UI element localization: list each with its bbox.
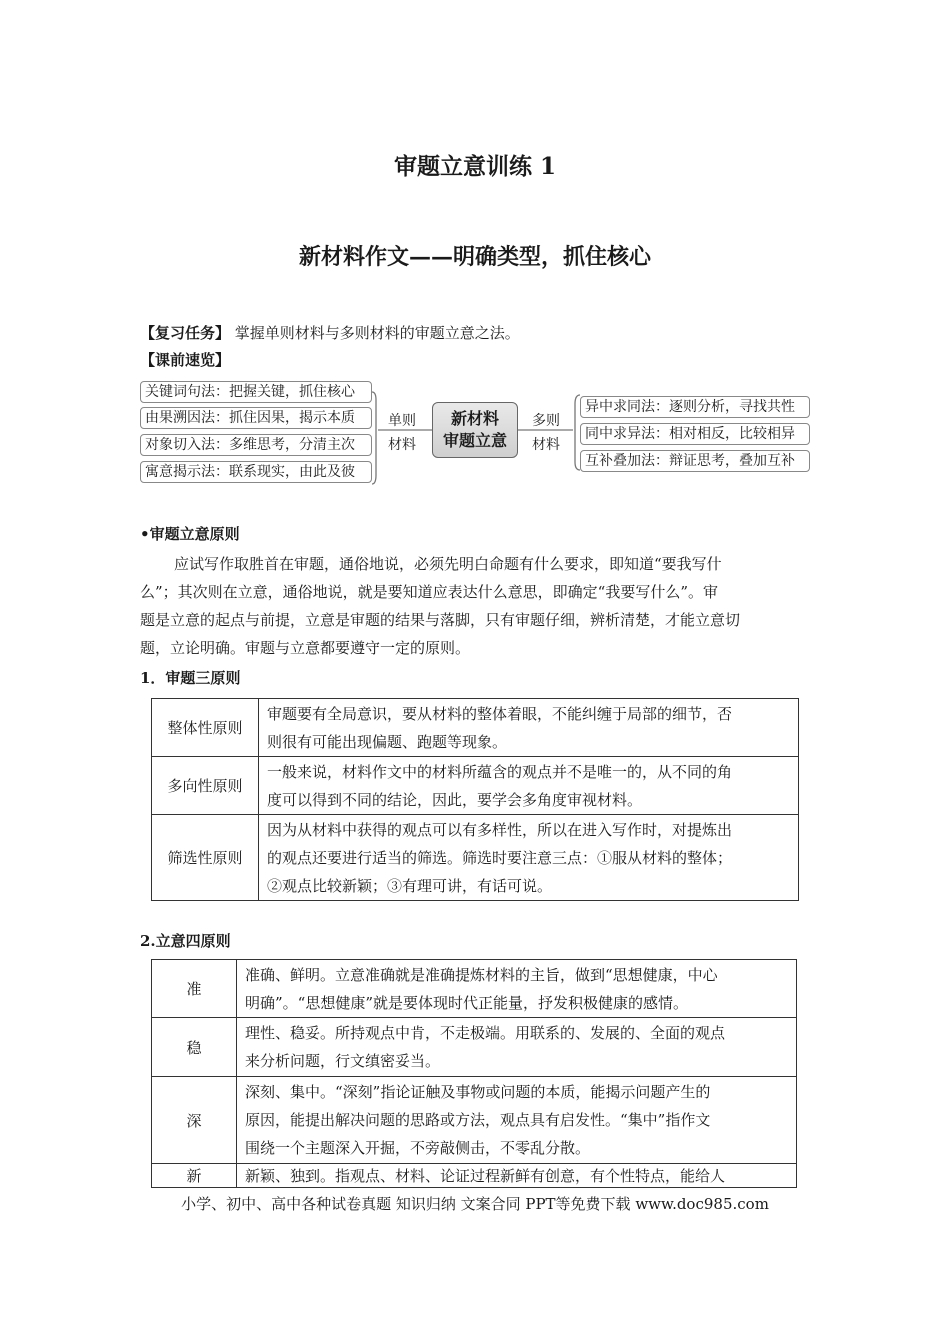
paragraph-line-1: 应试写作取胜首在审题，通俗地说，必须先明白命题有什么要求，即知道“要我写什 [174,555,722,573]
table-value-line: 的观点还要进行适当的筛选。筛选时要注意三点：①服从材料的整体； [267,849,733,867]
table-row [152,699,799,757]
table-key: 筛选性原则 [152,815,259,901]
table-value [237,1018,797,1077]
left-item-4: 寓意揭示法：联系现实，由此及彼 [140,461,372,483]
table-value-line: 因为从材料中获得的观点可以有多样性，所以在进入写作时，对提炼出 [267,821,733,839]
left-item-1: 关键词句法：把握关键，抓住核心 [140,381,372,403]
right-item-2: 同中求异法：相对相反，比较相异 [580,423,810,445]
mind-map-center [432,402,518,458]
table-value-line: 深刻、集中。“深刻”指论证触及事物或问题的本质，能揭示问题产生的 [245,1083,711,1101]
table-value [259,757,799,815]
table-value [259,699,799,757]
table-value-line: 来分析问题，行文缜密妥当。 [245,1052,441,1070]
table-value-line: 围绕一个主题深入开掘，不旁敲侧击，不零乱分散。 [245,1139,591,1157]
table-key: 整体性原则 [152,699,259,757]
left-item-3: 对象切入法：多维思考，分清主次 [140,434,372,456]
table-row [152,815,799,901]
table-row [152,1077,797,1164]
preview-label: 【课前速览】 [140,351,231,369]
table-value [237,1164,797,1188]
table-value-line: 新颖、独到。指观点、材料、论证过程新鲜有创意，有个性特点，能给人 [245,1167,726,1185]
left-label-1: 单则 [388,413,416,429]
right-item-3: 互补叠加法：辩证思考，叠加互补 [580,450,810,472]
table-key: 新 [152,1164,237,1188]
section-2-heading: 2.立意四原则 [140,932,231,950]
table-value [237,1077,797,1164]
table-value-line: 准确、鲜明。立意准确就是准确提炼材料的主旨，做到“思想健康，中心 [245,966,718,984]
review-task-text: 掌握单则材料与多则材料的审题立意之法。 [234,324,520,342]
table-value-line: 理性、稳妥。所持观点中肯，不走极端。用联系的、发展的、全面的观点 [245,1024,726,1042]
table-value-line: 度可以得到不同的结论，因此，要学会多角度审视材料。 [267,791,643,809]
paragraph-line-3: 题是立意的起点与前提，立意是审题的结果与落脚，只有审题仔细，辨析清楚，才能立意切 [140,611,741,629]
table-key: 稳 [152,1018,237,1077]
mind-map [0,0,950,500]
page-subtitle: 新材料作文——明确类型，抓住核心 [298,244,651,270]
table-row [152,1164,797,1188]
principles-heading: •审题立意原则 [140,525,240,543]
table-value-line: ②观点比较新颖；③有理可讲，有话可说。 [267,877,553,895]
table-value-line: 审题要有全局意识，要从材料的整体着眼，不能纠缠于局部的细节，否 [267,705,733,723]
review-task-label: 【复习任务】 [140,324,231,342]
center-line-2: 审题立意 [442,431,507,450]
left-label-2: 材料 [388,437,416,453]
review-principles-table [151,698,799,901]
table-row [152,1018,797,1077]
table-row [152,960,797,1018]
right-label-1: 多则 [532,413,560,429]
paragraph-line-2: 么”；其次则在立意，通俗地说，就是要知道应表达什么意思，即确定“我要写什么”。审 [140,583,719,601]
table-value-line: 原因，能提出解决问题的思路或方法，观点具有启发性。“集中”指作文 [245,1111,711,1129]
center-line-1: 新材料 [450,409,499,428]
right-item-1: 异中求同法：逐则分析，寻找共性 [580,396,810,418]
paragraph-line-4: 题，立论明确。审题与立意都要遵守一定的原则。 [140,639,471,657]
table-key: 深 [152,1077,237,1164]
table-value-line: 则很有可能出现偏题、跑题等现象。 [267,733,508,751]
table-row [152,757,799,815]
intent-principles-table [151,959,797,1188]
page-footer: 小学、初中、高中各种试卷真题 知识归纳 文案合同 PPT等免费下载 www.doc985.com [181,1195,769,1213]
right-label-2: 材料 [532,437,560,453]
table-key: 多向性原则 [152,757,259,815]
table-value-line: 明确”。“思想健康”就是要体现时代正能量，抒发积极健康的感情。 [245,994,689,1012]
table-value [259,815,799,901]
table-value-line: 一般来说，材料作文中的材料所蕴含的观点并不是唯一的，从不同的角 [267,763,733,781]
page-title: 审题立意训练 1 [393,153,556,180]
section-1-heading: 1．审题三原则 [140,669,241,687]
left-item-2: 由果溯因法：抓住因果，揭示本质 [140,407,372,429]
table-key: 准 [152,960,237,1018]
table-value [237,960,797,1018]
